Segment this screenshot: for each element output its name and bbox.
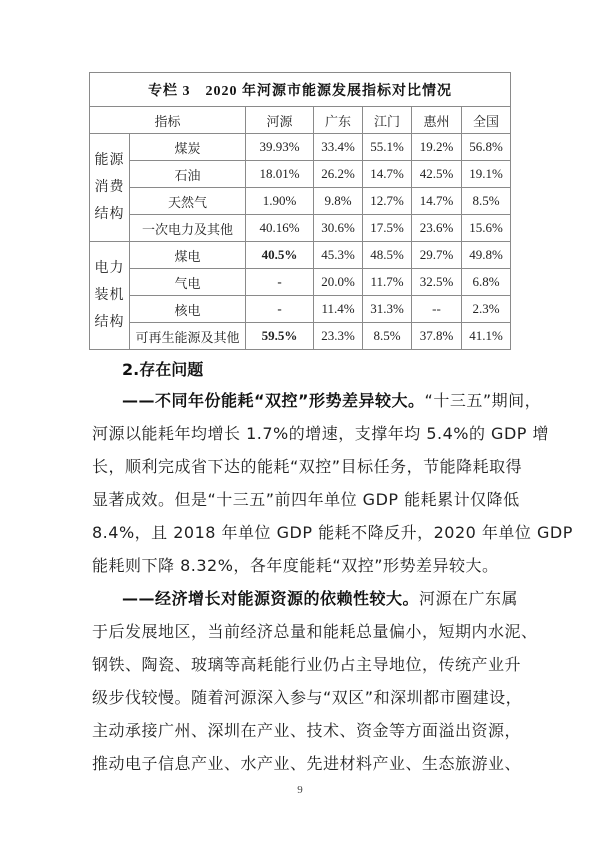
cell: -	[246, 269, 314, 296]
cell: --	[412, 296, 462, 323]
header-heyuan: 河源	[246, 107, 314, 134]
group-label-line: 装机	[94, 288, 125, 303]
cell: 33.4%	[314, 134, 363, 161]
cell: 1.90%	[246, 188, 314, 215]
cell-highlight: 59.5%	[246, 323, 314, 350]
cell: 30.6%	[314, 215, 363, 242]
paragraph-line	[122, 589, 519, 609]
table-row	[90, 215, 511, 242]
paragraph-line: 级步伐较慢。随着河源深入参与“双区”和深圳都市圈建设，	[92, 688, 523, 707]
cell: 11.7%	[363, 269, 412, 296]
row-name: 天然气	[130, 188, 246, 215]
header-indicator: 指标	[90, 107, 246, 134]
paragraph-line: 钢铁、陶瓷、玻璃等高耗能行业仍占主导地位，传统产业升	[92, 655, 522, 674]
table-title-row	[90, 73, 511, 107]
energy-indicator-comparison-table	[89, 72, 511, 350]
cell: 26.2%	[314, 161, 363, 188]
cell: 23.3%	[314, 323, 363, 350]
cell: 32.5%	[412, 269, 462, 296]
cell: 29.7%	[412, 242, 462, 269]
group-label-power-capacity	[90, 242, 130, 350]
group-label-line: 消费	[94, 180, 125, 195]
row-name: 煤电	[130, 242, 246, 269]
paragraph-text: 河源在广东属	[419, 589, 519, 608]
cell: -	[246, 296, 314, 323]
cell: 56.8%	[462, 134, 511, 161]
cell-highlight: 40.5%	[246, 242, 314, 269]
header-guangdong: 广东	[314, 107, 363, 134]
cell: 42.5%	[412, 161, 462, 188]
group-label-line: 能源	[94, 153, 125, 168]
page-number: 9	[297, 784, 303, 796]
row-name: 气电	[130, 269, 246, 296]
paragraph-text: “十三五”期间，	[424, 391, 542, 410]
table-title: 专栏 3 2020 年河源市能源发展指标对比情况	[90, 73, 511, 107]
cell: 55.1%	[363, 134, 412, 161]
cell: 39.93%	[246, 134, 314, 161]
paragraph-line: 主动承接广州、深圳在产业、技术、资金等方面溢出资源，	[92, 721, 522, 740]
paragraph-lead-bold: ——不同年份能耗“双控”形势差异较大。	[122, 391, 425, 410]
cell: 14.7%	[412, 188, 462, 215]
cell: 2.3%	[462, 296, 511, 323]
group-label-line: 结构	[94, 315, 125, 330]
cell: 48.5%	[363, 242, 412, 269]
cell: 20.0%	[314, 269, 363, 296]
cell: 19.2%	[412, 134, 462, 161]
paragraph-line: 于后发展地区，当前经济总量和能耗总量偏小，短期内水泥、	[92, 622, 538, 641]
table-row	[90, 134, 511, 161]
group-label-line: 结构	[94, 207, 125, 222]
cell: 19.1%	[462, 161, 511, 188]
paragraph-line: 能耗则下降 8.32%，各年度能耗“双控”形势差异较大。	[92, 556, 499, 575]
row-name: 核电	[130, 296, 246, 323]
paragraph-line: 显著成效。但是“十三五”前四年单位 GDP 能耗累计仅降低	[92, 490, 520, 509]
cell: 6.8%	[462, 269, 511, 296]
cell: 45.3%	[314, 242, 363, 269]
comparison-table-container	[89, 72, 510, 350]
header-jiangmen: 江门	[363, 107, 412, 134]
paragraph-line	[122, 391, 542, 411]
row-name: 可再生能源及其他	[130, 323, 246, 350]
cell: 40.16%	[246, 215, 314, 242]
table-row	[90, 269, 511, 296]
cell: 15.6%	[462, 215, 511, 242]
cell: 41.1%	[462, 323, 511, 350]
table-row	[90, 296, 511, 323]
header-national: 全国	[462, 107, 511, 134]
cell: 14.7%	[363, 161, 412, 188]
paragraph-lead-bold: ——经济增长对能源资源的依赖性较大。	[122, 589, 420, 608]
cell: 8.5%	[363, 323, 412, 350]
cell: 49.8%	[462, 242, 511, 269]
paragraph-line: 河源以能耗年均增长 1.7%的增速，支撑年均 5.4%的 GDP 增	[92, 424, 550, 443]
cell: 8.5%	[462, 188, 511, 215]
group-label-energy-consumption	[90, 134, 130, 242]
cell: 11.4%	[314, 296, 363, 323]
cell: 18.01%	[246, 161, 314, 188]
row-name: 石油	[130, 161, 246, 188]
cell: 9.8%	[314, 188, 363, 215]
table-header-row	[90, 107, 511, 134]
row-name: 一次电力及其他	[130, 215, 246, 242]
paragraph-line: 8.4%，且 2018 年单位 GDP 能耗不降反升，2020 年单位 GDP	[92, 523, 573, 542]
cell: 17.5%	[363, 215, 412, 242]
section-heading: 2.存在问题	[122, 360, 204, 379]
paragraph-line: 长，顺利完成省下达的能耗“双控”目标任务，节能降耗取得	[92, 457, 523, 476]
cell: 23.6%	[412, 215, 462, 242]
row-name: 煤炭	[130, 134, 246, 161]
table-row	[90, 242, 511, 269]
cell: 12.7%	[363, 188, 412, 215]
table-row	[90, 188, 511, 215]
table-row	[90, 161, 511, 188]
table-row	[90, 323, 511, 350]
cell: 37.8%	[412, 323, 462, 350]
header-huizhou: 惠州	[412, 107, 462, 134]
cell: 31.3%	[363, 296, 412, 323]
group-label-line: 电力	[94, 261, 125, 276]
paragraph-line: 推动电子信息产业、水产业、先进材料产业、生态旅游业、	[92, 754, 522, 773]
